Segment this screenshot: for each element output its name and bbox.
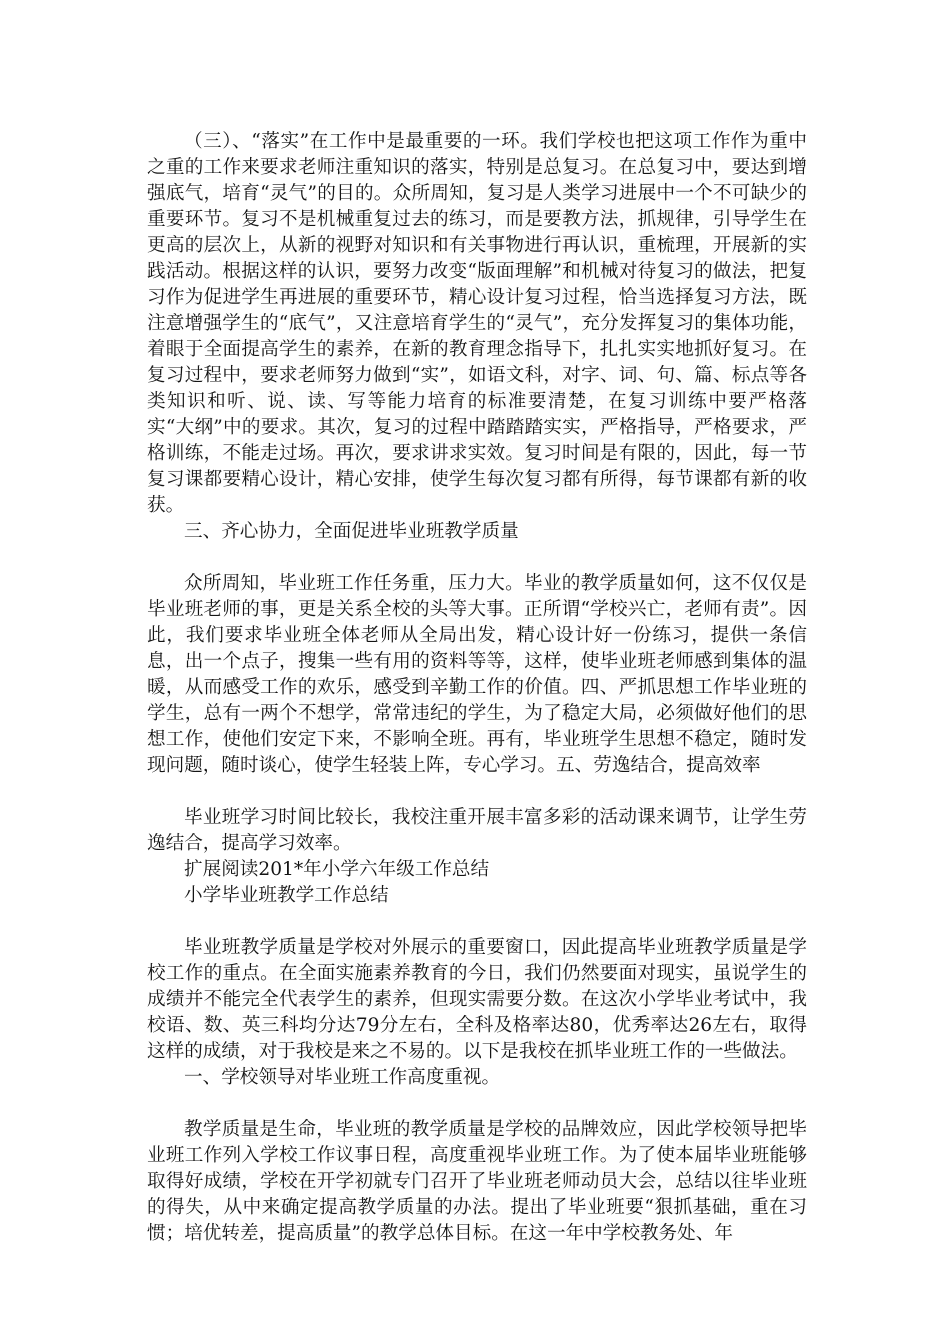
paragraph-review-implementation: （三）、“落实”在工作中是最重要的一环。我们学校也把这项工作作为重中之重的工作来要求老师注重知识的落实，特别是总复习。在总复习中，要达到增强底气，培育“灵气”的目的。众所周知，复习是人类学习进展中一个不可缺少的重要环节。复习不是机械重复过去的练习，而是要教方法，抓规律，引导学生在更高的层次上，从新的视野对知识和有关事物进行再认识，重梳理，开展新的实践活动。根据这样的认识，要努力改变“版面理解”和机械对待复习的做法，把复习作为促进学生再进展的重要环节，精心设计复习过程，恰当选择复习方法，既注意增强学生的“底气”，又注意培育学生的“灵气”，充分发挥复习的集体功能，着眼于全面提高学生的素养，在新的教育理念指导下，扎扎实实地抓好复习。在复习过程中，要求老师努力做到“实”，如语文科，对字、词、句、篇、标点等各类知识和听、说、读、写等能力培育的标准要清楚，在复习训练中要严格落实“大纲”中的要求。其次，复习的过程中踏踏踏实实，严格指导，严格要求，严格训练，不能走过场。再次，要求讲求实效。复习时间是有限的，因此，每一节复习课都要精心设计，精心安排，使学生每次复习都有所得，每节课都有新的收获。 xyxy=(147,131,807,516)
paragraph-graduating-class-work: 众所周知，毕业班工作任务重，压力大。毕业的教学质量如何，这不仅仅是毕业班老师的事，更是关系全校的头等大事。正所谓“学校兴亡，老师有责”。因此，我们要求毕业班全体老师从全局出发，精心设计好一份练习，提供一条信息，出一个点子，搜集一些有用的资料等等，这样，使毕业班老师感到集体的温暖，从而感受工作的欢乐，感受到辛勤工作的价值。四、严抓思想工作毕业班的学生，总有一两个不想学，常常违纪的学生，为了稳定大局，必须做好他们的思想工作，使他们安定下来，不影响全班。再有，毕业班学生思想不稳定，随时发现问题，随时谈心，使学生轻装上阵，专心学习。五、劳逸结合，提高效率 xyxy=(147,573,807,776)
section-heading-teamwork: 三、齐心协力，全面促进毕业班教学质量 xyxy=(184,521,519,542)
extended-reading-title: 扩展阅读201*年小学六年级工作总结 xyxy=(184,859,490,880)
paragraph-work-rest-balance: 毕业班学习时间比较长，我校注重开展丰富多彩的活动课来调节，让学生劳逸结合，提高学习效率。 xyxy=(147,807,807,854)
paragraph-teaching-quality-intro: 毕业班教学质量是学校对外展示的重要窗口，因此提高毕业班教学质量是学校工作的重点。在全面实施素养教育的今日，我们仍然要面对现实，虽说学生的成绩并不能完全代表学生的素养，但现实需要分数。在这次小学毕业考试中，我校语、数、英三科均分达79分左右，全科及格率达80，优秀率达26左右，取得这样的成绩，对于我校是来之不易的。以下是我校在抓毕业班工作的一些做法。 xyxy=(147,937,807,1062)
document-page xyxy=(147,129,807,1247)
summary-title: 小学毕业班教学工作总结 xyxy=(184,885,389,906)
section-heading-leadership: 一、学校领导对毕业班工作高度重视。 xyxy=(184,1067,501,1088)
paragraph-leadership-attention: 教学质量是生命，毕业班的教学质量是学校的品牌效应，因此学校领导把毕业班工作列入学校工作议事日程，高度重视毕业班工作。为了使本届毕业班能够取得好成绩，学校在开学初就专门召开了毕业班老师动员大会，总结以往毕业班的得失，从中来确定提高教学质量的办法。提出了毕业班要“狠抓基础，重在习惯；培优转差，提高质量”的教学总体目标。在这一年中学校教务处、年 xyxy=(147,1119,807,1244)
